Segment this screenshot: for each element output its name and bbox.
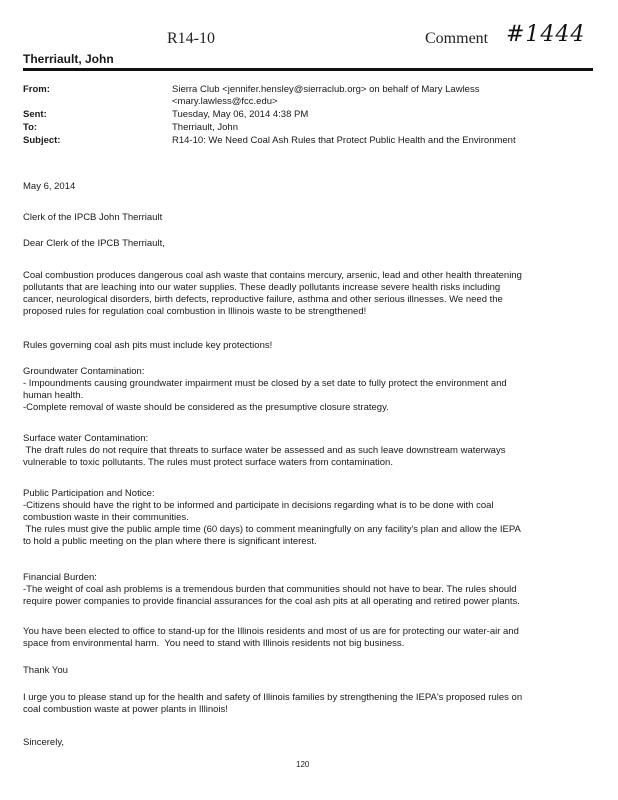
surface-water-line: The draft rules do not require that threats to surface water be assessed and as such leave downstream waterways	[23, 445, 506, 456]
page-number: 120	[296, 760, 310, 769]
sent-value: Tuesday, May 06, 2014 4:38 PM	[172, 109, 309, 120]
urge-line: I urge you to please stand up for the health and safety of Illinois families by strengthening the IEPA's proposed rules on	[23, 692, 523, 703]
public-participation-line: -Citizens should have the right to be informed and participate in decisions regarding what is to be done with coal	[23, 500, 494, 511]
sender-name: Therriault, John	[23, 52, 114, 66]
groundwater-line: - Impoundments causing groundwater impairment must be closed by a set date to fully protect the environment and	[23, 378, 507, 389]
urge-line: coal combustion waste at power plants in Illinois!	[23, 704, 228, 715]
surface-water-section	[23, 433, 583, 469]
financial-burden-section	[23, 572, 583, 608]
thanks-line: Thank You	[23, 665, 68, 676]
public-participation-section	[23, 488, 583, 548]
subject-label: Subject:	[23, 135, 61, 146]
financial-burden-line: require power companies to provide financial assurances for the coal ash pits at all operating and retired power plants.	[23, 596, 520, 607]
intro-line: Coal combustion produces dangerous coal ash waste that contains mercury, arsenic, lead and other health threatening	[23, 270, 522, 281]
intro-line: proposed rules for regulation coal combustion in Illinois waste to be strengthened!	[23, 306, 367, 317]
header-divider	[23, 68, 593, 71]
elected-line: space from environmental harm. You need to stand with Illinois residents not big business.	[23, 638, 405, 649]
closing-line: Sincerely,	[23, 737, 65, 748]
to-value: Therriault, John	[172, 122, 239, 133]
public-participation-line: combustion waste in their communities.	[23, 512, 189, 523]
financial-burden-heading: Financial Burden:	[23, 572, 97, 583]
intro-line: pollutants that are leaching into our water supplies. These deadly pollutants increase severe health risks including	[23, 282, 501, 293]
comment-label: Comment	[425, 30, 489, 47]
intro-paragraph	[23, 270, 583, 318]
groundwater-line: -Complete removal of waste should be considered as the presumptive closure strategy.	[23, 402, 389, 413]
surface-water-line: vulnerable to toxic pollutants. The rules must protect surface waters from contamination.	[23, 457, 393, 468]
elected-line: You have been elected to office to stand-up for the Illinois residents and most of us are for protecting our water-air and	[23, 626, 519, 637]
letter-date: May 6, 2014	[23, 181, 76, 192]
rules-intro: Rules governing coal ash pits must include key protections!	[23, 340, 273, 351]
from-label: From:	[23, 84, 50, 95]
groundwater-section	[23, 366, 583, 414]
to-label: To:	[23, 122, 38, 133]
urge-paragraph	[23, 692, 583, 716]
from-value-line2: <mary.lawless@fcc.edu>	[172, 96, 278, 107]
letter-recipient: Clerk of the IPCB John Therriault	[23, 212, 163, 223]
comment-number: #1444	[506, 22, 586, 47]
sent-label: Sent:	[23, 109, 47, 120]
public-participation-heading: Public Participation and Notice:	[23, 488, 155, 499]
intro-line: cancer, neurological disorders, birth defects, reproductive failure, asthma and other serious illnesses. We need the	[23, 294, 503, 305]
subject-value: R14-10: We Need Coal Ash Rules that Protect Public Health and the Environment	[172, 135, 516, 146]
letter-salutation: Dear Clerk of the IPCB Therriault,	[23, 238, 165, 249]
public-participation-line: to hold a public meeting on the plan where there is significant interest.	[23, 536, 317, 547]
surface-water-heading: Surface water Contamination:	[23, 433, 149, 444]
from-value-line1: Sierra Club <jennifer.hensley@sierraclub.org> on behalf of Mary Lawless	[172, 84, 480, 95]
from-value	[172, 84, 479, 108]
elected-paragraph	[23, 626, 583, 650]
public-participation-line: The rules must give the public ample time (60 days) to comment meaningfully on any facility's plan and allow the IEPA	[23, 524, 521, 535]
groundwater-heading: Groundwater Contamination:	[23, 366, 145, 377]
groundwater-line: human health.	[23, 390, 84, 401]
docket-number: R14-10	[167, 30, 215, 47]
financial-burden-line: -The weight of coal ash problems is a tremendous burden that communities should not have to bear. The rules should	[23, 584, 517, 595]
